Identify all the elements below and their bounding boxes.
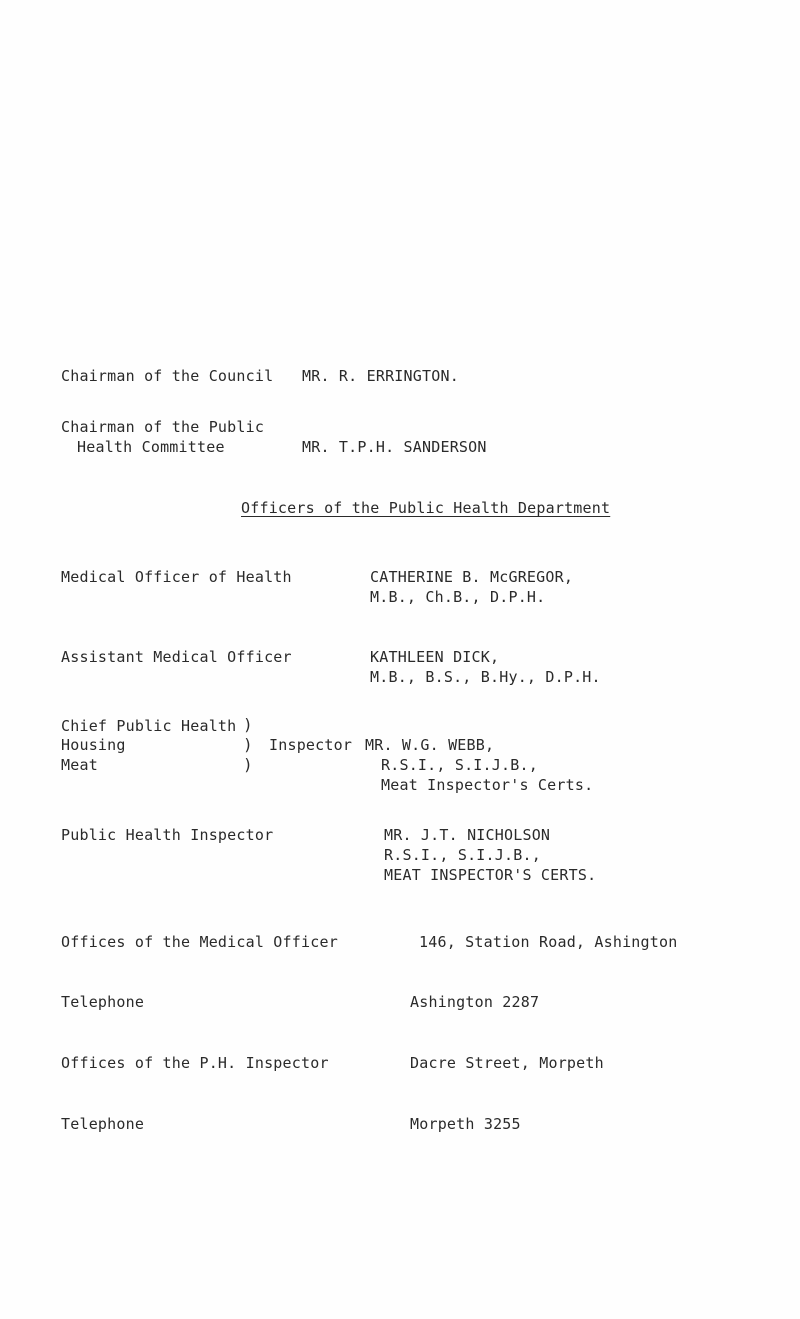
brace-glyph: ) [243,715,253,734]
medical-office-telephone: Ashington 2287 [410,993,540,1011]
assistant-medical-officer-qualifications: M.B., B.S., B.Hy., D.P.H. [370,668,601,686]
medical-office-address: 146, Station Road, Ashington [419,933,678,951]
inspector-office-address: Dacre Street, Morpeth [410,1054,604,1072]
inspector-office-label: Offices of the P.H. Inspector [61,1054,329,1072]
medical-officer-qualifications: M.B., Ch.B., D.P.H. [370,588,546,606]
chief-inspector-label-line2: Housing [61,736,126,754]
assistant-medical-officer-name: KATHLEEN DICK, [370,648,500,666]
public-health-inspector-certs: MEAT INSPECTOR'S CERTS. [384,866,597,884]
committee-chairman-label-line2: Health Committee [77,438,225,456]
inspector-office-telephone: Morpeth 3255 [410,1115,521,1133]
chief-inspector-name: MR. W.G. WEBB, [365,736,495,754]
medical-office-telephone-label: Telephone [61,993,145,1011]
chief-inspector-role: Inspector [269,736,353,754]
public-health-inspector-name: MR. J.T. NICHOLSON [384,826,551,844]
brace-glyph: ) [243,755,253,774]
inspector-office-telephone-label: Telephone [61,1115,145,1133]
public-health-inspector-qualifications: R.S.I., S.I.J.B., [384,846,541,864]
council-chairman-name: MR. R. ERRINGTON. [302,367,459,385]
committee-chairman-label-line1: Chairman of the Public [61,418,265,436]
council-chairman-label: Chairman of the Council [61,367,274,385]
public-health-inspector-label: Public Health Inspector [61,826,274,844]
medical-officer-label: Medical Officer of Health [61,568,292,586]
committee-chairman-name: MR. T.P.H. SANDERSON [302,438,487,456]
chief-inspector-qualifications: R.S.I., S.I.J.B., [381,756,538,774]
assistant-medical-officer-label: Assistant Medical Officer [61,648,292,666]
section-heading: Officers of the Public Health Department [241,499,611,517]
medical-office-label: Offices of the Medical Officer [61,933,338,951]
brace-glyph: ) [243,735,253,754]
chief-inspector-label-line1: Chief Public Health [61,717,237,735]
medical-officer-name: CATHERINE B. McGREGOR, [370,568,574,586]
chief-inspector-certs: Meat Inspector's Certs. [381,776,594,794]
chief-inspector-label-line3: Meat [61,756,98,774]
